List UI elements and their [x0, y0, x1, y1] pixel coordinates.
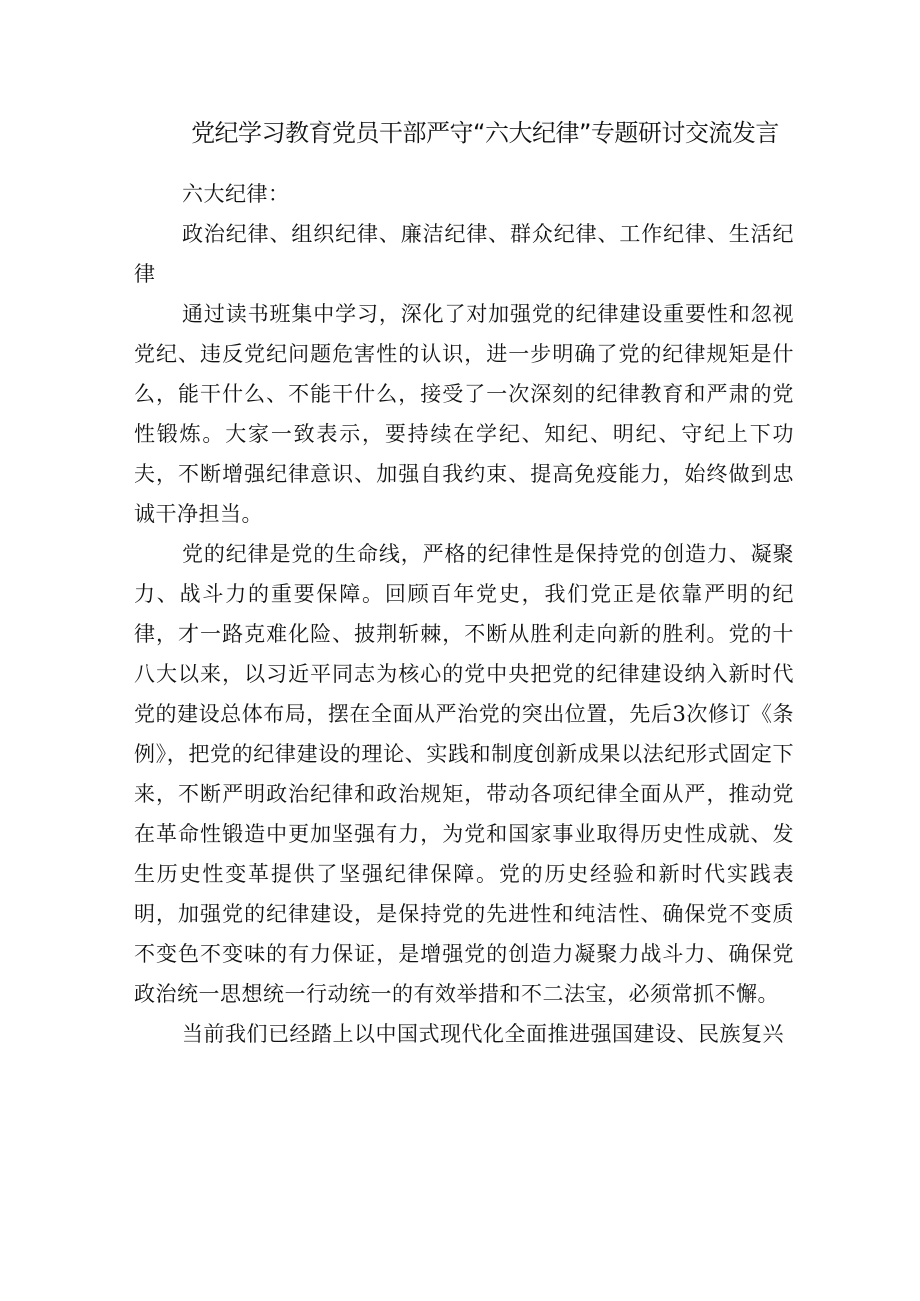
paragraph-six-disciplines-list: 政治纪律、组织纪律、廉洁纪律、群众纪律、工作纪律、生活纪律 [134, 222, 794, 286]
paragraph-current-context: 当前我们已经踏上以中国式现代化全面推进强国建设、民族复兴 [182, 1022, 784, 1046]
paragraph-six-disciplines-heading: 六大纪律： [182, 182, 290, 206]
document-title: 党纪学习教育党员干部严守“六大纪律”专题研讨交流发言 [191, 119, 779, 147]
paragraph-discipline-importance: 党的纪律是党的生命线，严格的纪律性是保持党的创造力、凝聚力、战斗力的重要保障。回顾百年党史，我们党正是依靠严明的纪律，才一路克难化险、披荆斩棘，不断从胜利走向新的胜利。党的十八大以来，以习近平同志为核心的党中央把党的纪律建设纳入新时代党的建设总体布局，摆在全面从严治党的突出位置，先后3次修订《条例》，把党的纪律建设的理论、实践和制度创新成果以法纪形式固定下来，不断严明政治纪律和政治规矩，带动各项纪律全面从严，推动党在革命性锻造中更加坚强有力，为党和国家事业取得历史性成就、发生历史性变革提供了坚强纪律保障。党的历史经验和新时代实践表明，加强党的纪律建设，是保持党的先进性和纯洁性、确保党不变质不变色不变味的有力保证，是增强党的创造力凝聚力战斗力、确保党政治统一思想统一行动统一的有效举措和不二法宝，必须常抓不懈。 [134, 542, 794, 1006]
document-body [134, 174, 794, 1054]
paragraph-study-summary: 通过读书班集中学习，深化了对加强党的纪律建设重要性和忽视党纪、违反党纪问题危害性的认识，进一步明确了党的纪律规矩是什么，能干什么、不能干什么，接受了一次深刻的纪律教育和严肃的党性锻炼。大家一致表示，要持续在学纪、知纪、明纪、守纪上下功夫，不断增强纪律意识、加强自我约束、提高免疫能力，始终做到忠诚干净担当。 [134, 302, 794, 526]
